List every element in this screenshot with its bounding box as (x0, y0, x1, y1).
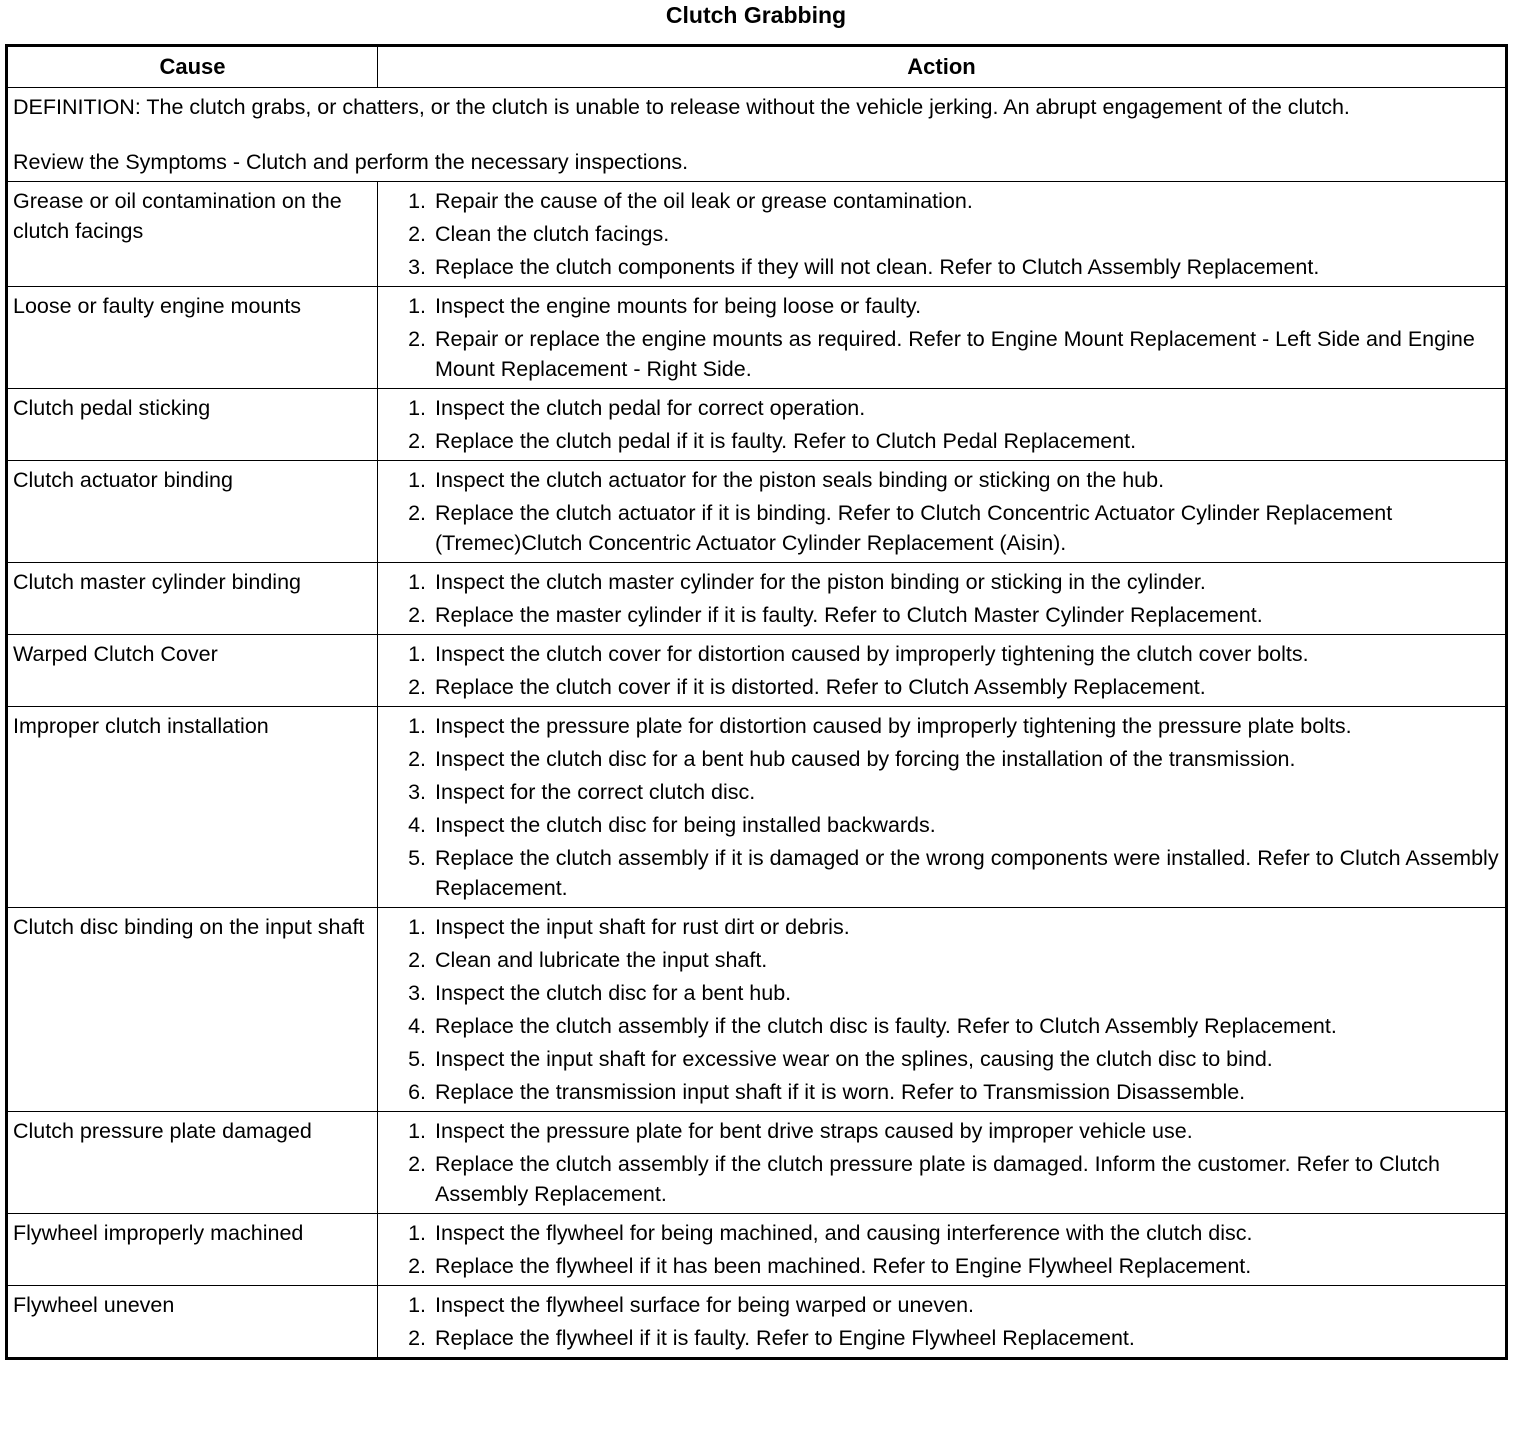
table-row (7, 389, 1507, 461)
step-text: Repair the cause of the oil leak or grease contamination. (435, 189, 973, 213)
action-step (383, 465, 1501, 495)
action-step (383, 945, 1501, 975)
diagnosis-table (5, 44, 1508, 1360)
action-step (383, 1290, 1501, 1320)
action-step (383, 1077, 1501, 1107)
action-step (383, 1044, 1501, 1074)
action-step (383, 1011, 1501, 1041)
step-number: 3. (408, 780, 426, 804)
action-step (383, 324, 1501, 384)
step-text: Replace the clutch assembly if the clutch pressure plate is damaged. Inform the customer. Refer to Clutch Assembly Replacement. (435, 1152, 1441, 1206)
definition-row (7, 88, 1507, 182)
step-text: Inspect the clutch disc for a bent hub caused by forcing the installation of the transmission. (435, 747, 1296, 771)
step-number: 2. (408, 1152, 426, 1176)
table-row (7, 287, 1507, 389)
action-steps-list (383, 1290, 1501, 1353)
cause-cell: Loose or faulty engine mounts (7, 287, 378, 389)
action-steps-list (383, 291, 1501, 384)
action-cell (378, 908, 1507, 1112)
step-text: Replace the master cylinder if it is faulty. Refer to Clutch Master Cylinder Replacement. (435, 603, 1263, 627)
step-number: 2. (408, 501, 426, 525)
cause-cell: Clutch pedal sticking (7, 389, 378, 461)
step-number: 2. (408, 675, 426, 699)
action-cell (378, 563, 1507, 635)
action-steps-list (383, 393, 1501, 456)
step-number: 1. (408, 1119, 426, 1143)
step-text: Inspect the pressure plate for distortion caused by improperly tightening the pressure plate bolts. (435, 714, 1352, 738)
cause-cell: Flywheel improperly machined (7, 1214, 378, 1286)
cause-cell: Clutch disc binding on the input shaft (7, 908, 378, 1112)
action-steps-list (383, 567, 1501, 630)
table-row (7, 908, 1507, 1112)
step-text: Inspect the clutch disc for being installed backwards. (435, 813, 936, 837)
action-step (383, 744, 1501, 774)
step-number: 2. (408, 222, 426, 246)
step-text: Replace the clutch actuator if it is binding. Refer to Clutch Concentric Actuator Cylinder Replacement (Tremec)Clutch Concentric Actuator Cylinder Replacement (Aisin). (435, 501, 1393, 555)
definition-text: DEFINITION: The clutch grabs, or chatters, or the clutch is unable to release without the vehicle jerking. An abrupt engagement of the clutch. (13, 95, 1350, 119)
action-step (383, 711, 1501, 741)
action-cell (378, 1214, 1507, 1286)
definition-cell (7, 88, 1507, 182)
action-step (383, 600, 1501, 630)
step-text: Inspect the pressure plate for bent drive straps caused by improper vehicle use. (435, 1119, 1193, 1143)
cause-column-header: Cause (7, 46, 378, 88)
step-text: Replace the clutch pedal if it is faulty. Refer to Clutch Pedal Replacement. (435, 429, 1137, 453)
action-step (383, 498, 1501, 558)
cause-cell: Warped Clutch Cover (7, 635, 378, 707)
action-steps-list (383, 1116, 1501, 1209)
step-number: 5. (408, 1047, 426, 1071)
table-row (7, 1286, 1507, 1359)
action-steps-list (383, 912, 1501, 1107)
review-text: Review the Symptoms - Clutch and perform the necessary inspections. (13, 150, 689, 174)
step-text: Inspect the clutch disc for a bent hub. (435, 981, 792, 1005)
page-title: Clutch Grabbing (665, 2, 847, 28)
action-step (383, 393, 1501, 423)
step-number: 1. (408, 1293, 426, 1317)
step-text: Replace the flywheel if it is faulty. Refer to Engine Flywheel Replacement. (435, 1326, 1135, 1350)
action-step (383, 843, 1501, 903)
table-row (7, 1214, 1507, 1286)
action-step (383, 1218, 1501, 1248)
step-text: Inspect the engine mounts for being loose or faulty. (435, 294, 922, 318)
step-number: 6. (408, 1080, 426, 1104)
action-cell (378, 461, 1507, 563)
action-step (383, 912, 1501, 942)
action-step (383, 810, 1501, 840)
step-text: Inspect the flywheel surface for being warped or uneven. (435, 1293, 975, 1317)
step-text: Replace the clutch components if they will not clean. Refer to Clutch Assembly Replacement. (435, 255, 1320, 279)
action-cell (378, 182, 1507, 287)
table-row (7, 707, 1507, 908)
step-text: Inspect the input shaft for excessive wear on the splines, causing the clutch disc to bind. (435, 1047, 1273, 1071)
step-text: Inspect the flywheel for being machined, and causing interference with the clutch disc. (435, 1221, 1253, 1245)
step-text: Inspect the clutch pedal for correct operation. (435, 396, 866, 420)
action-steps-list (383, 1218, 1501, 1281)
action-steps-list (383, 639, 1501, 702)
step-number: 3. (408, 981, 426, 1005)
action-steps-list (383, 186, 1501, 282)
action-steps-list (383, 711, 1501, 903)
action-step (383, 639, 1501, 669)
step-text: Inspect the clutch master cylinder for the piston binding or sticking in the cylinder. (435, 570, 1206, 594)
action-cell (378, 635, 1507, 707)
step-number: 1. (408, 915, 426, 939)
action-cell (378, 707, 1507, 908)
step-number: 2. (408, 1326, 426, 1350)
step-number: 1. (408, 189, 426, 213)
step-number: 2. (408, 429, 426, 453)
step-number: 2. (408, 747, 426, 771)
table-row (7, 635, 1507, 707)
cause-cell: Clutch master cylinder binding (7, 563, 378, 635)
step-text: Inspect the clutch cover for distortion caused by improperly tightening the clutch cover bolts. (435, 642, 1309, 666)
step-number: 3. (408, 255, 426, 279)
step-number: 2. (408, 948, 426, 972)
step-text: Inspect the input shaft for rust dirt or debris. (435, 915, 850, 939)
action-step (383, 291, 1501, 321)
table-row (7, 563, 1507, 635)
action-cell (378, 1112, 1507, 1214)
step-text: Repair or replace the engine mounts as required. Refer to Engine Mount Replacement - Left Side and Engine Mount Replacement - Right Side. (435, 327, 1475, 381)
step-number: 1. (408, 1221, 426, 1245)
step-number: 2. (408, 603, 426, 627)
step-number: 2. (408, 1254, 426, 1278)
step-number: 5. (408, 846, 426, 870)
step-text: Replace the clutch assembly if the clutch disc is faulty. Refer to Clutch Assembly Replacement. (435, 1014, 1337, 1038)
step-number: 1. (408, 396, 426, 420)
step-number: 4. (408, 813, 426, 837)
action-step (383, 672, 1501, 702)
step-text: Replace the transmission input shaft if it is worn. Refer to Transmission Disassemble. (435, 1080, 1246, 1104)
action-step (383, 1251, 1501, 1281)
header-row (7, 46, 1507, 88)
step-number: 1. (408, 294, 426, 318)
step-text: Inspect for the correct clutch disc. (435, 780, 756, 804)
action-step (383, 1116, 1501, 1146)
table-row (7, 1112, 1507, 1214)
action-step (383, 777, 1501, 807)
step-number: 2. (408, 327, 426, 351)
step-text: Inspect the clutch actuator for the piston seals binding or sticking on the hub. (435, 468, 1165, 492)
action-cell (378, 1286, 1507, 1359)
step-text: Replace the clutch cover if it is distorted. Refer to Clutch Assembly Replacement. (435, 675, 1206, 699)
action-step (383, 978, 1501, 1008)
action-step (383, 426, 1501, 456)
step-number: 1. (408, 714, 426, 738)
table-row (7, 182, 1507, 287)
action-step (383, 1149, 1501, 1209)
step-number: 1. (408, 468, 426, 492)
step-number: 4. (408, 1014, 426, 1038)
step-text: Clean and lubricate the input shaft. (435, 948, 768, 972)
step-number: 1. (408, 642, 426, 666)
action-step (383, 567, 1501, 597)
action-cell (378, 287, 1507, 389)
action-steps-list (383, 465, 1501, 558)
cause-cell: Clutch pressure plate damaged (7, 1112, 378, 1214)
action-step (383, 186, 1501, 216)
cause-cell: Grease or oil contamination on the clutch facings (7, 182, 378, 287)
action-step (383, 219, 1501, 249)
step-text: Replace the clutch assembly if it is damaged or the wrong components were installed. Refer to Clutch Assembly Replacement. (435, 846, 1499, 900)
action-column-header: Action (378, 46, 1507, 88)
cause-cell: Improper clutch installation (7, 707, 378, 908)
action-cell (378, 389, 1507, 461)
action-step (383, 252, 1501, 282)
action-step (383, 1323, 1501, 1353)
table-row (7, 461, 1507, 563)
cause-cell: Flywheel uneven (7, 1286, 378, 1359)
step-number: 1. (408, 570, 426, 594)
step-text: Clean the clutch facings. (435, 222, 670, 246)
cause-cell: Clutch actuator binding (7, 461, 378, 563)
step-text: Replace the flywheel if it has been machined. Refer to Engine Flywheel Replacement. (435, 1254, 1252, 1278)
